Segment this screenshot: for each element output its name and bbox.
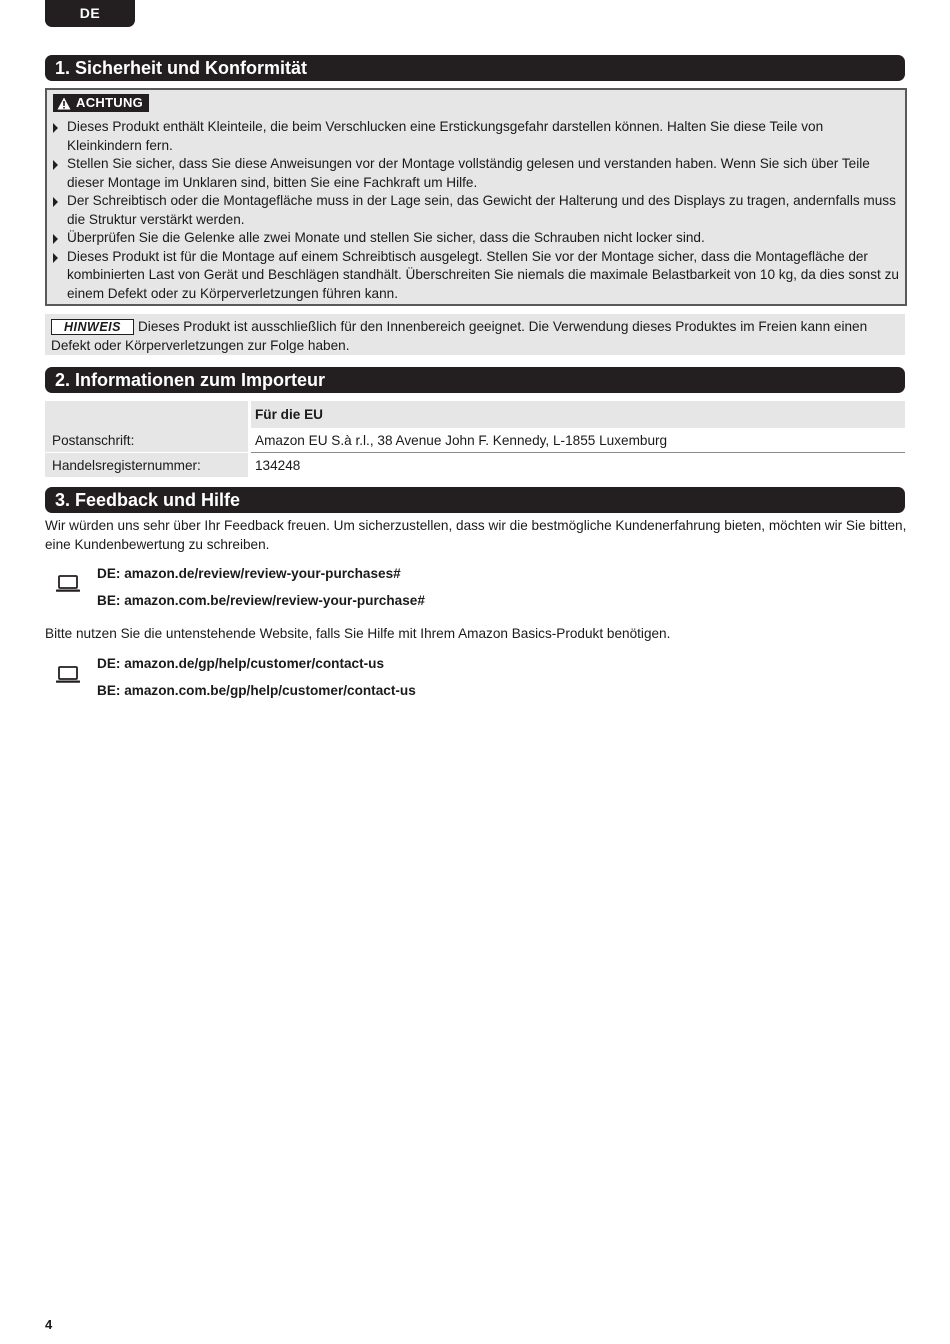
page-number: 4 [45,1317,53,1332]
warning-item [53,229,899,248]
help-intro: Bitte nutzen Sie die untenstehende Website, falls Sie Hilfe mit Ihrem Amazon Basics-Produkt benötigen. [45,626,671,641]
warning-item-text: Überprüfen Sie die Gelenke alle zwei Monate und stellen Sie sicher, dass die Schrauben nicht locker sind. [67,230,705,245]
warning-item-text: Stellen Sie sicher, dass Sie diese Anweisungen vor der Montage vollständig gelesen und verstanden haben. Wenn Sie sich über Teile dieser Montage im Unklaren sind, bitten Sie eine Fachkraft um Hilfe. [67,156,870,190]
warning-item-text: Dieses Produkt ist für die Montage auf einem Schreibtisch ausgelegt. Stellen Sie vor der Montage sicher, dass die Montagefläche der kombinierten Last von Gerät und Beschlägen standhält. Überschreiten Sie niemals die maximale Belastbarkeit von 10 kg, da dies sonst zu einem Defekt oder zu Körperverletzungen führen kann. [67,248,899,301]
warning-box [45,88,907,306]
warning-item [53,192,899,229]
language-tab: DE [45,0,135,27]
review-link-de[interactable]: DE: amazon.de/review/review-your-purchases# [97,566,401,581]
warning-item [53,155,899,192]
section-title-safety: 1. Sicherheit und Konformität [45,55,905,81]
review-links [45,562,905,622]
bullet-icon [53,197,58,207]
table-row-label: Postanschrift: [45,428,250,453]
help-link-de[interactable]: DE: amazon.de/gp/help/customer/contact-us [97,656,385,671]
table-row-value: 134248 [255,457,301,473]
importer-table [45,401,905,477]
bullet-icon [53,234,58,244]
help-link-be[interactable]: BE: amazon.com.be/gp/help/customer/contact-us [97,683,416,698]
warning-item-text: Der Schreibtisch oder die Montagefläche muss in der Lage sein, das Gewicht der Halterung und des Displays zu tragen, andernfalls muss die Struktur verstärkt werden. [67,193,896,227]
table-row-label: Handelsregisternummer: [45,453,250,478]
laptop-icon [55,574,81,594]
warning-list [53,118,899,303]
table-row [45,428,905,453]
review-link-be[interactable]: BE: amazon.com.be/review/review-your-purchase# [97,593,425,608]
section-title-importer: 2. Informationen zum Importeur [45,367,905,393]
bullet-icon [53,253,58,263]
note-badge: HINWEIS [51,319,134,335]
warning-item-text: Dieses Produkt enthält Kleinteile, die beim Verschlucken eine Erstickungsgefahr darstellen können. Halten Sie diese Teile von Kleinkindern fern. [67,119,824,153]
table-header-empty [45,401,250,428]
warning-triangle-icon [57,97,71,110]
warning-item [53,248,899,304]
table-header-row [45,401,905,428]
warning-item [53,118,899,155]
laptop-icon [55,665,81,685]
table-row [45,453,905,478]
bullet-icon [53,160,58,170]
warning-label: ACHTUNG [76,95,144,110]
section-title-feedback: 3. Feedback und Hilfe [45,487,905,513]
table-header-cell: Für die EU [250,401,906,428]
warning-badge [53,94,149,112]
note-text: Dieses Produkt ist ausschließlich für den Innenbereich geeignet. Die Verwendung dieses Produktes im Freien kann einen Defekt oder Körperverletzungen zur Folge haben. [51,319,868,353]
feedback-intro: Wir würden uns sehr über Ihr Feedback freuen. Um sicherzustellen, dass wir die bestmögliche Kundenerfahrung bieten, möchten wir Sie bitten, eine Kundenbewertung zu schreiben. [45,518,907,552]
note-box [45,314,905,355]
bullet-icon [53,123,58,133]
help-links [45,653,905,713]
table-row-value: Amazon EU S.à r.l., 38 Avenue John F. Kennedy, L-1855 Luxemburg [250,428,906,453]
